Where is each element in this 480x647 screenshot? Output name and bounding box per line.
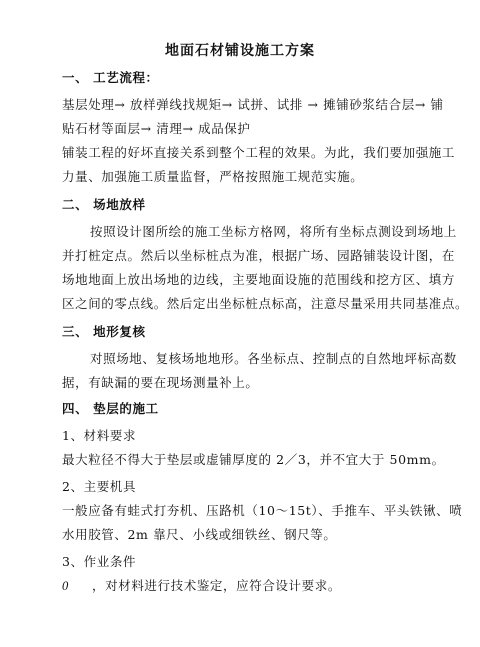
terrain-paragraph-line-2: 据，有缺漏的要在现场测量补上。: [62, 375, 259, 390]
section-heading-terrain: 三、 地形复核: [62, 324, 146, 339]
process-note-line-2: 力量、加强施工质量监督，严格按照施工规范实施。: [62, 169, 364, 184]
process-flow-line-1: 基层处理→ 放样弹线找规矩→ 试拼、试排 → 摊铺砂浆结合层→ 铺: [62, 97, 444, 112]
subheading-conditions: 3、作业条件: [62, 554, 137, 569]
equipment-text-line-2: 水用胶管、2m 靠尺、小线或细铁丝、钢尺等。: [62, 527, 337, 542]
layout-paragraph-line-4: 区之间的零点线。然后定出坐标桩点标高，注意尽量采用共同基准点。: [62, 296, 469, 311]
layout-paragraph-line-3: 场地地面上放出场地的边线，主要地面设施的范围线和挖方区、填方: [62, 272, 456, 287]
conditions-item-number: 0: [62, 579, 69, 593]
subheading-materials: 1、材料要求: [62, 428, 137, 443]
subheading-equipment: 2、主要机具: [62, 479, 137, 494]
process-flow-line-2: 贴石材等面层→ 清理→ 成品保护: [62, 121, 251, 136]
section-heading-layout: 二、 场地放样: [62, 197, 146, 212]
process-note-line-1: 铺装工程的好坏直接关系到整个工程的效果。为此，我们要加强施工: [62, 145, 456, 160]
layout-paragraph-line-1: 按照设计图所绘的施工坐标方格网，将所有坐标点测设到场地上: [90, 224, 457, 239]
section-heading-process: 一、 工艺流程：: [62, 70, 159, 85]
document-title: 地面石材铺设施工方案: [165, 43, 315, 59]
materials-text: 最大粒径不得大于垫层或虚铺厚度的 2／3，并不宜大于 50mm。: [62, 452, 445, 467]
equipment-text-line-1: 一般应备有蛙式打夯机、压路机（10～15t）、手推车、平头铁锹、喷: [62, 503, 463, 518]
section-heading-base: 四、 垫层的施工: [62, 401, 159, 416]
conditions-item-text: ，对材料进行技术鉴定，应符合设计要求。: [92, 578, 341, 593]
conditions-text: [62, 578, 442, 594]
terrain-paragraph-line-1: 对照场地、复核场地地形。各坐标点、控制点的自然地坪标高数: [90, 351, 457, 366]
layout-paragraph-line-2: 并打桩定点。然后以坐标桩点为准，根据广场、园路铺装设计图，在: [62, 248, 456, 263]
